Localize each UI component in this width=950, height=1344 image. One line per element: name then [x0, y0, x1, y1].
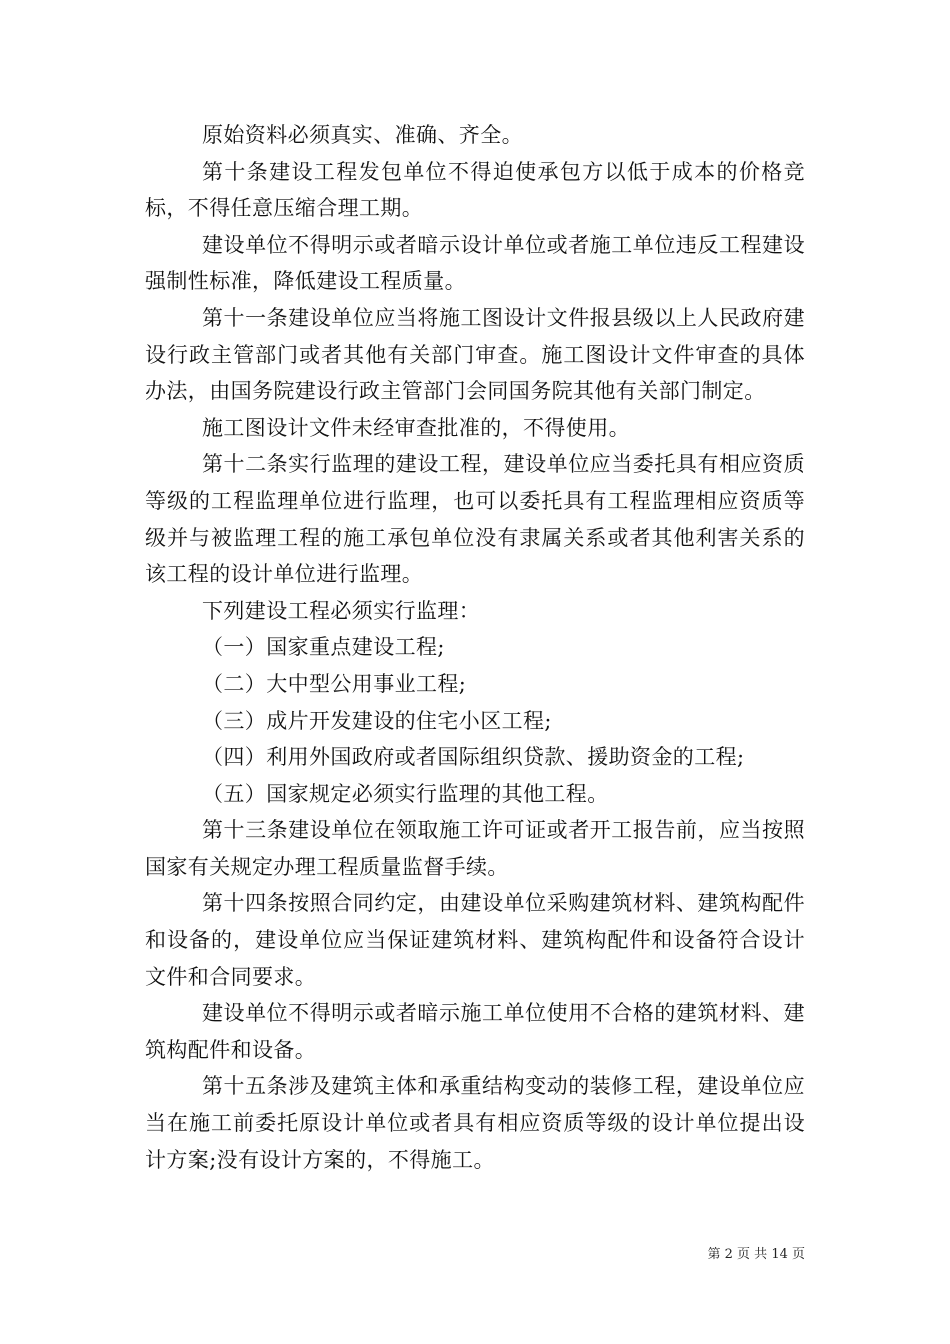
list-item: （一）国家重点建设工程;: [202, 635, 445, 660]
paragraph: 第十三条建设单位在领取施工许可证或者开工报告前，应当按照国家有关规定办理工程质量监督手续。: [145, 818, 805, 879]
list-item: （四）利用外国政府或者国际组织贷款、援助资金的工程;: [202, 745, 745, 770]
paragraph: 第十五条涉及建筑主体和承重结构变动的装修工程，建设单位应当在施工前委托原设计单位或者具有相应资质等级的设计单位提出设计方案;没有设计方案的，不得施工。: [145, 1074, 805, 1172]
paragraph: 第十条建设工程发包单位不得迫使承包方以低于成本的价格竞标，不得任意压缩合理工期。: [145, 159, 805, 221]
list-item: （五）国家规定必须实行监理的其他工程。: [202, 781, 609, 806]
paragraph: 建设单位不得明示或者暗示施工单位使用不合格的建筑材料、建筑构配件和设备。: [145, 1001, 805, 1062]
paragraph: 施工图设计文件未经审查批准的，不得使用。: [202, 415, 630, 440]
paragraph: 第十四条按照合同约定，由建设单位采购建筑材料、建筑构配件和设备的，建设单位应当保证建筑材料、建筑构配件和设备符合设计文件和合同要求。: [145, 891, 805, 989]
document-body: [145, 117, 805, 1178]
list-item: （三）成片开发建设的住宅小区工程;: [202, 708, 552, 733]
paragraph: 下列建设工程必须实行监理：: [202, 598, 481, 623]
paragraph: 第十一条建设单位应当将施工图设计文件报县级以上人民政府建设行政主管部门或者其他有关部门审查。施工图设计文件审查的具体办法，由国务院建设行政主管部门会同国务院其他有关部门制定。: [145, 305, 805, 404]
list-item: （二）大中型公用事业工程;: [202, 671, 467, 696]
paragraph: 建设单位不得明示或者暗示设计单位或者施工单位违反工程建设强制性标准，降低建设工程质量。: [145, 232, 805, 294]
paragraph: 第十二条实行监理的建设工程，建设单位应当委托具有相应资质等级的工程监理单位进行监理，也可以委托具有工程监理相应资质等级并与被监理工程的施工承包单位没有隶属关系或者其他利害关系的该工程的设计单位进行监理。: [145, 452, 805, 587]
page-number-footer: 第 2 页 共 14 页: [707, 1247, 805, 1262]
paragraph: 原始资料必须真实、准确、齐全。: [202, 123, 523, 147]
